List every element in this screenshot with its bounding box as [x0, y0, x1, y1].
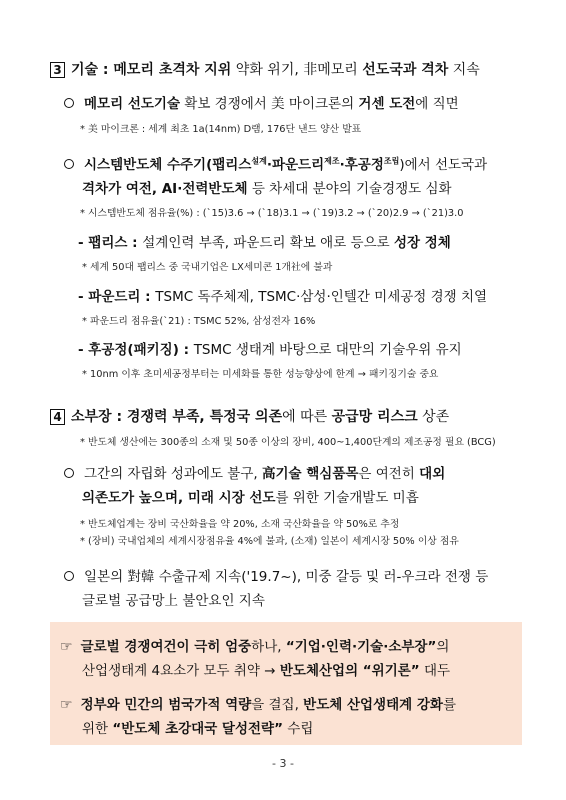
bullet-japan-export	[64, 565, 488, 585]
note-system-share: * 시스템반도체 점유율(%) : (`15)3.6 → (`18)3.1 → (`19)3.2 → (`20)2.9 → (`21)3.0	[80, 208, 464, 219]
circle-bullet-icon	[64, 571, 74, 581]
note-market-share: * (장비) 국내업체의 세계시장점유율 4%에 불과, (소재) 일본이 세계시장 50% 이상 점유	[80, 536, 459, 547]
text-run: 설계인력 부족, 파운드리 확보 애로 등으로	[142, 235, 394, 251]
text-run: 글로벌 경쟁여건이 극히 엄중	[80, 639, 252, 655]
bullet-system-semiconductor: 시스템반도체 수주기(팹리스$^{설계}$·파운드리$^{제조}$·후공정$^{조립}$)에서 선도국과	[64, 153, 487, 173]
text-run: 약화 위기,	[231, 62, 304, 78]
text-run: 하나,	[251, 639, 286, 655]
section-4-heading-text	[71, 409, 449, 425]
text-run: TSMC 생태계 바탕으로 대만의 기술우위 유지	[193, 342, 462, 358]
text-run: 에 따른	[282, 409, 332, 425]
text-run: TSMC 독주체제, TSMC·삼성·인텔간 미세공정 경쟁 치열	[155, 289, 488, 305]
section-number-box: 4	[50, 409, 65, 425]
bullet-japan-export-cont: 글로벌 공급망上 불안요인 지속	[82, 593, 265, 609]
bullet-memory-tech	[64, 92, 459, 112]
section-number-box: 3	[50, 62, 65, 78]
section-3-heading	[50, 59, 480, 79]
bullet-text	[84, 466, 445, 482]
text-run: - 파운드리 :	[78, 289, 156, 305]
text-run: 에 직면	[415, 96, 459, 112]
bullet-text: 일본의 對韓 수출규제 지속('19.7~), 미중 갈등 및 러-우크라 전쟁 등	[84, 569, 489, 585]
text-run: 산업생태계 4요소가 모두 취약 →	[82, 663, 280, 679]
text-run: 정부와 민간의 범국가적 역량	[80, 697, 252, 713]
text-run: 공급망 리스크	[331, 409, 418, 425]
text-run: 대외	[419, 466, 446, 482]
page-number: - 3 -	[272, 757, 294, 770]
note-foundry: * 파운드리 점유율(`21) : TSMC 52%, 삼성전자 16%	[82, 316, 316, 327]
sub-backend	[78, 338, 462, 358]
note-backend: * 10nm 이후 초미세공정부터는 미세화를 통한 성능향상에 한계 → 패키징기술 중요	[82, 369, 439, 380]
text-run: 메모리 선도기술	[84, 96, 180, 112]
callout-item-crisis	[60, 635, 449, 655]
text-run: 위한	[82, 721, 113, 737]
text-run: - 후공정(패키징) :	[78, 342, 194, 358]
text-run: “반도체 초강대국 달성전략”	[112, 721, 283, 737]
text-run: 거센 도전	[358, 96, 416, 112]
text-run: 은 여전히	[358, 466, 420, 482]
note-bcg: * 반도체 생산에는 300종의 소재 및 50종 이상의 장비, 400~1,400단계의 제조공정 필요 (BCG)	[80, 437, 496, 448]
section-4-heading	[50, 406, 449, 426]
pointing-hand-icon: ☞	[60, 697, 73, 713]
text-run: 확보 경쟁에서 美 마이크론의	[180, 96, 359, 112]
callout-item-strategy	[60, 693, 456, 713]
bullet-system-semiconductor-cont	[82, 177, 452, 197]
sub-foundry	[78, 285, 487, 305]
callout-item-crisis-cont	[82, 659, 450, 679]
text-run: 상존	[417, 409, 450, 425]
text-run: 를	[442, 697, 457, 713]
text-run: - 팹리스 :	[78, 235, 143, 251]
text-run: 수립	[282, 721, 314, 737]
text-run: 메모리	[317, 62, 363, 78]
callout-item-strategy-cont	[82, 717, 313, 737]
text-run: 기술 : 메모리 초격차 지위	[71, 62, 232, 78]
callout-text	[81, 639, 450, 655]
text-run: 의존도가 높으며, 미래 시장 선도	[82, 490, 276, 506]
text-run: 그간의 자립화 성과에도 불구,	[84, 466, 262, 482]
circle-bullet-icon	[64, 98, 74, 108]
bullet-dependence	[64, 462, 445, 482]
callout-text	[81, 697, 456, 713]
text-run: 高기술 핵심품목	[261, 466, 359, 482]
note-localization: * 반도체업계는 장비 국산화율을 약 20%, 소재 국산화율을 약 50%로 추정	[80, 519, 400, 530]
sub-fabless	[78, 231, 451, 251]
text-run: 지속	[448, 62, 480, 78]
text-run: 격차가 여전, AI·전력반도체	[82, 181, 248, 197]
circle-bullet-icon	[64, 159, 74, 169]
note-micron: * 美 마이크론 : 세계 최초 1a(14nm) D램, 176단 낸드 양산 발표	[80, 124, 362, 135]
bullet-text	[84, 96, 459, 112]
note-fabless: * 세계 50대 팹리스 중 국내기업은 LX세미콘 1개社에 불과	[82, 262, 333, 273]
text-run: 선도국과 격차	[362, 62, 449, 78]
section-3-heading-text	[71, 62, 480, 78]
bullet-text: 시스템반도체 수주기(	[84, 157, 213, 173]
text-run: 소부장 : 경쟁력 부족, 특정국 의존	[71, 409, 283, 425]
bullet-dependence-cont	[82, 486, 419, 506]
text-run: 를 위한 기술개발도 미흡	[275, 490, 419, 506]
pointing-hand-icon: ☞	[60, 639, 73, 655]
text-run: “기업·인력·기술·소부장”	[285, 639, 437, 655]
text-run: 非	[303, 62, 318, 78]
text-run: 을 결집,	[251, 697, 304, 713]
text-run: 대두	[419, 663, 451, 679]
text-run: 의	[436, 639, 450, 655]
text-run: 반도체산업의 “위기론”	[279, 663, 420, 679]
circle-bullet-icon	[64, 468, 74, 478]
text-run: 성장 정체	[393, 235, 451, 251]
text-run: 등 차세대 분야의 기술경쟁도 심화	[247, 181, 452, 197]
text-run: 반도체 산업생태계 강화	[303, 697, 443, 713]
